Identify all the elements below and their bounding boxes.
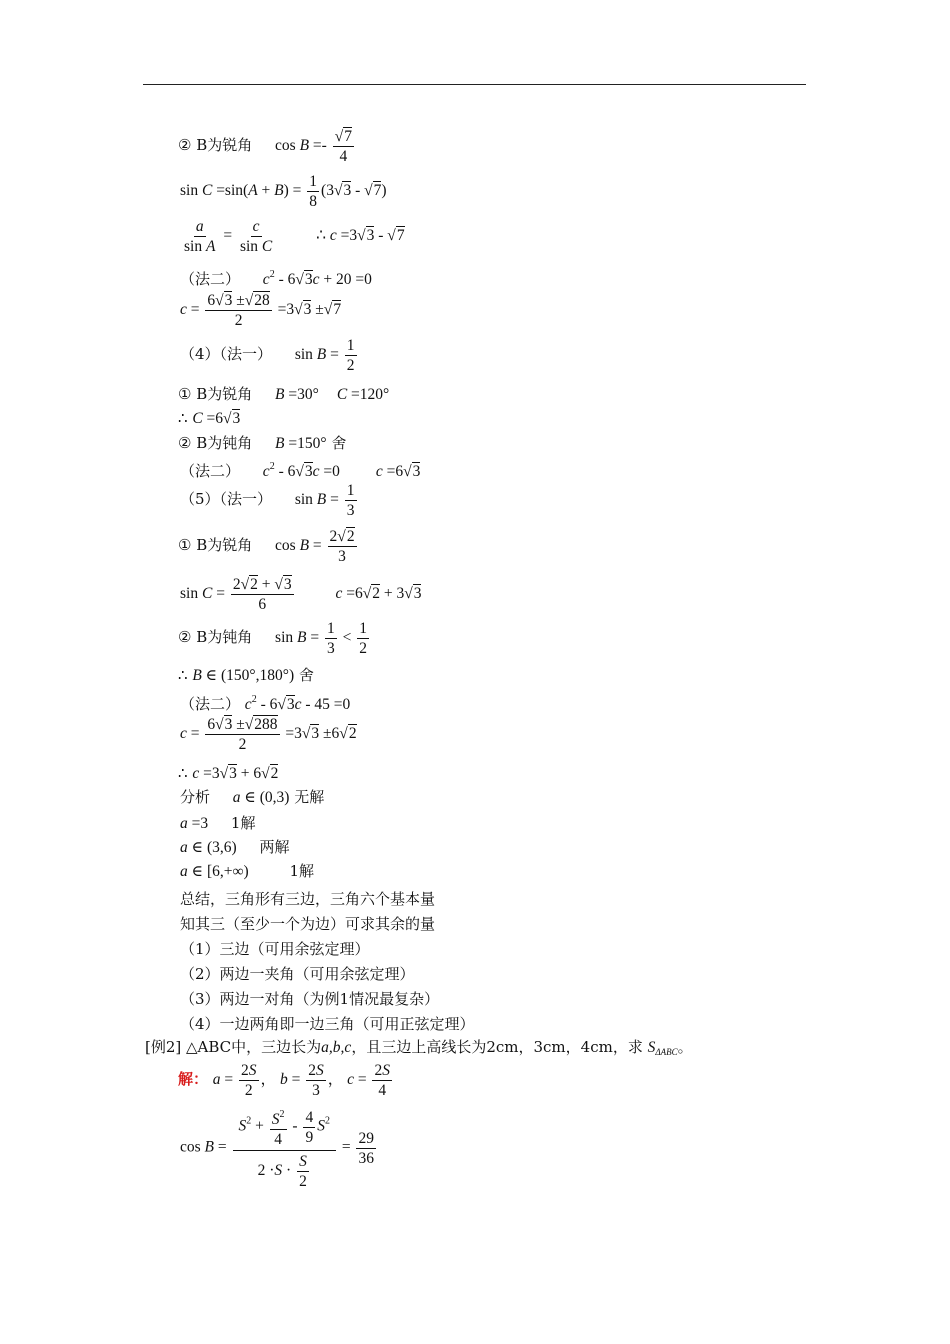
case-label: ① B为锐角 <box>178 385 253 403</box>
line-therefore-3 <box>178 764 278 783</box>
summary-line-1: 总结，三角形有三边，三角六个基本量 <box>180 890 436 908</box>
line-method2-c <box>180 691 350 714</box>
line-a-range-3 <box>180 862 314 881</box>
example-text-2: ，且三边上高线长为2cm，3cm，4cm，求 <box>351 1038 643 1056</box>
math-c-solution-1: c = $\frac{6√3 \pm√28}{2}$ =3√3 ±√7 <box>180 292 342 329</box>
math-sinC-2: sin C = $\frac{2√2 + √3}{6}$ c =6√2 + 3√3 <box>180 576 422 613</box>
summary-line-4: （2）两边一夹角（可用余弦定理） <box>180 965 415 983</box>
line-a-eq-3 <box>180 814 255 833</box>
math-cosB-2: cos B = $\frac{2√2}{3}$ <box>275 528 355 565</box>
therefore-symbol: ∴ <box>178 409 188 427</box>
math-sine-law: $\frac{a}{\text{sin A}}$ = $\frac{c}{\text{sin C}}$ ∴ c =3√3 - √7 <box>184 218 405 255</box>
summary-line-3: （1）三边（可用余弦定理） <box>180 940 370 958</box>
case-label: ① B为锐角 <box>178 536 253 555</box>
method-label: （法二） <box>180 462 241 480</box>
example-text-3: 。 <box>677 1038 693 1056</box>
line-case1-acute-5 <box>178 528 359 565</box>
math-sinB-half: sin B = $\frac{1}{2}$ <box>294 337 355 374</box>
math-quadratic-2: $c^2 - 6√3c =0$ c =6√3 <box>262 461 421 480</box>
reject-label: 舍 <box>331 434 347 452</box>
solution-line <box>178 1062 394 1099</box>
math-sides-by-area: a = $\frac{2S}{2}$ ， b = $\frac{2S}{3}$ ， c = $\frac{2S}{4}$ <box>212 1062 390 1099</box>
line-case2-obtuse-5 <box>178 620 371 657</box>
therefore-symbol: ∴ <box>178 666 188 684</box>
line-therefore-2 <box>178 666 314 685</box>
line-case1-acute-4 <box>178 385 389 404</box>
analysis-label: 分析 <box>180 788 211 806</box>
math-B150: B =150° <box>275 435 327 452</box>
summary-line-5: （3）两边一对角（为例1情况最复杂） <box>180 990 440 1008</box>
math-a-6-inf: a ∈ [6,+∞) <box>180 863 249 880</box>
example-2-line <box>145 1038 693 1061</box>
math-B-interval: B ∈ (150°,180°) <box>192 667 295 684</box>
math-sinC: sin C =sin(A + B) = $\frac{1}{8}$ (3√3 - √7) <box>180 173 387 210</box>
header-rule <box>143 84 806 85</box>
therefore-symbol: ∴ <box>178 764 188 782</box>
line-therefore-1 <box>178 409 240 428</box>
solution-count: 1解 <box>289 862 315 880</box>
math-abc: a,b,c <box>321 1039 352 1056</box>
line-method2-b <box>180 458 420 481</box>
method-label: （法二） <box>180 695 241 713</box>
reject-label: 舍 <box>298 666 314 684</box>
line-part4 <box>180 337 359 374</box>
case-label: ② B为钝角 <box>178 628 253 647</box>
solution-count: 两解 <box>259 838 290 856</box>
case-label: ② B为锐角 <box>178 136 253 155</box>
no-solution-label: 无解 <box>294 788 325 806</box>
method-label: （法二） <box>180 270 241 288</box>
line-analysis <box>180 788 324 807</box>
math-cosB-area: cos B = $S^2$ + $\frac{S^2}{4}$ - $\frac{4}{9}$ $S^2$ 2 ·S · $\frac{S}{2}$ = $\frac{29}{36}$ <box>180 1106 378 1190</box>
math-c-final: c =3√3 + 6√2 <box>192 765 279 782</box>
math-C-value: C =6√3 <box>192 410 241 427</box>
math-cosB: cos B =- $\frac{√7}{4}$ <box>275 128 352 165</box>
line-a-range-2 <box>180 838 289 857</box>
solution-count: 1解 <box>230 814 256 832</box>
math-angles-1: B =30° C =120° <box>275 386 390 403</box>
line-method2-a <box>180 266 372 289</box>
math-a-3: a =3 <box>180 815 209 832</box>
math-sinB-third: sin B = $\frac{1}{3}$ <box>294 482 355 519</box>
part-label: （4）（法一） <box>180 345 273 364</box>
line-case2-obtuse-4 <box>178 434 346 453</box>
line-part5 <box>180 482 359 519</box>
line-case2-acute <box>178 128 356 165</box>
example-text-1: [例2] △ABC中，三边长为 <box>145 1038 322 1056</box>
case-label: ② B为钝角 <box>178 434 253 452</box>
summary-line-6: （4）一边两角即一边三角（可用正弦定理） <box>180 1015 475 1033</box>
math-a-3-6: a ∈ (3,6) <box>180 839 237 856</box>
solution-label: 解： <box>178 1070 209 1089</box>
math-a-range-1: a ∈ (0,3) <box>232 789 290 806</box>
math-c-solution-2: c = $\frac{6√3 \pm√288}{2}$ =3√3 ±6√2 <box>180 716 357 753</box>
summary-line-2: 知其三（至少一个为边）可求其余的量 <box>180 915 436 933</box>
math-quadratic-1: $c^2 - 6√3c + 20 =0$ <box>262 269 372 288</box>
math-sinB-compare: sin B = $\frac{1}{3}$ < $\frac{1}{2}$ <box>275 620 367 657</box>
math-quadratic-3: $c^2 - 6√3c - 45 =0$ <box>244 694 351 713</box>
part-label: （5）（法一） <box>180 490 273 509</box>
math-area-symbol: $S_{\Delta ABC}$ <box>647 1039 678 1057</box>
